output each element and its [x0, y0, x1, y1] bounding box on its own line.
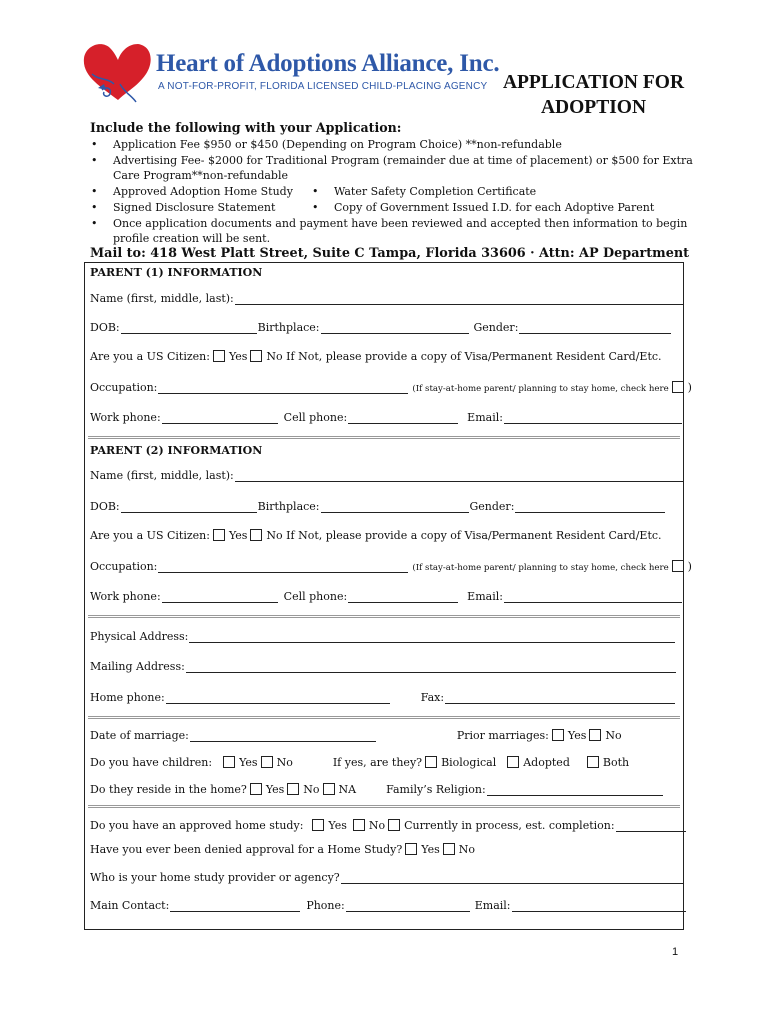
p2-name-row	[90, 469, 684, 482]
denied-row	[90, 843, 475, 856]
home-phone-field[interactable]	[166, 694, 390, 704]
reside-label: Do they reside in the home?	[90, 783, 247, 796]
religion-label: Family’s Religion:	[386, 783, 486, 796]
prior-marriages-label: Prior marriages:	[456, 729, 549, 742]
gender-label: Gender:	[473, 321, 519, 334]
p1-name-row	[90, 292, 684, 305]
p2-email-field[interactable]	[504, 593, 682, 603]
email-label: Email:	[467, 411, 503, 424]
p1-gender-field[interactable]	[519, 324, 671, 334]
name-label: Name (first, middle, last):	[90, 469, 234, 482]
p2-dob-row	[90, 500, 666, 513]
work-phone-label: Work phone:	[90, 590, 161, 603]
biological-checkbox[interactable]	[425, 756, 437, 768]
list-item-once: • Once application documents and payment have been reviewed and accepted then information to begin	[113, 216, 687, 232]
p1-citizen-no-checkbox[interactable]	[250, 350, 262, 362]
approved-hs-no-checkbox[interactable]	[353, 819, 365, 831]
both-checkbox[interactable]	[587, 756, 599, 768]
no-label: No	[368, 819, 386, 832]
est-completion-field[interactable]	[616, 822, 686, 832]
children-row	[90, 756, 629, 769]
p2-phone-row	[90, 590, 683, 603]
title-line-2: ADOPTION	[540, 97, 647, 118]
occupation-label: Occupation:	[90, 560, 158, 573]
close-paren: )	[687, 560, 692, 573]
p1-phone-row	[90, 411, 683, 424]
list-item-once-cont: profile creation will be sent.	[113, 232, 271, 245]
list-item-fee: • Application Fee $950 or $450 (Depending on Program Choice) **non-refundable	[113, 137, 562, 153]
birthplace-label: Birthplace:	[257, 321, 320, 334]
page-number: 1	[672, 946, 679, 958]
p2-work-phone-field[interactable]	[162, 593, 278, 603]
prior-marriages-yes-checkbox[interactable]	[552, 729, 564, 741]
citizen-label: Are you a US Citizen:	[90, 350, 210, 363]
p1-citizen-row	[90, 350, 662, 363]
yes-label: Yes	[328, 819, 347, 832]
dob-label: DOB:	[90, 500, 120, 513]
section-parent-1: PARENT (1) INFORMATION	[90, 266, 263, 279]
title-line-1: APPLICATION FOR	[502, 72, 685, 93]
list-item-gov-id: • Copy of Government Issued I.D. for each Adoptive Parent	[334, 200, 654, 216]
stay-home-label: (If stay-at-home parent/ planning to stay home, check here	[412, 384, 669, 394]
have-children-label: Do you have children:	[90, 756, 213, 769]
email-label: Email:	[467, 590, 503, 603]
contact-phone-field[interactable]	[346, 902, 470, 912]
reside-row	[90, 783, 664, 796]
p1-stay-home-checkbox[interactable]	[672, 381, 684, 393]
page-title	[496, 70, 691, 120]
yes-label: Yes	[228, 350, 248, 363]
birthplace-label: Birthplace:	[257, 500, 320, 513]
list-item-water-safety: • Water Safety Completion Certificate	[334, 184, 536, 200]
physical-address-label: Physical Address:	[90, 630, 189, 643]
section-divider	[88, 436, 680, 439]
p1-email-field[interactable]	[504, 414, 682, 424]
p1-name-field[interactable]	[235, 295, 683, 305]
section-divider	[88, 716, 680, 719]
denied-label: Have you ever been denied approval for a Home Study?	[90, 843, 403, 856]
home-phone-label: Home phone:	[90, 691, 165, 704]
section-divider	[88, 615, 680, 618]
mailing-address-row	[90, 660, 677, 673]
list-item-advertising: • Advertising Fee- $2000 for Traditional Program (remainder due at time of placement) or $500 for Extra	[113, 153, 693, 169]
yes-label: Yes	[421, 843, 440, 856]
list-item-advertising-cont: Care Program**non-refundable	[113, 169, 288, 182]
p1-dob-row	[90, 321, 672, 334]
phone-label: Phone:	[306, 899, 345, 912]
p2-cell-phone-field[interactable]	[348, 593, 458, 603]
p1-work-phone-field[interactable]	[162, 414, 278, 424]
provider-row	[90, 871, 684, 884]
include-heading: Include the following with your Application:	[90, 120, 402, 135]
stay-home-label: (If stay-at-home parent/ planning to stay home, check here	[412, 563, 669, 573]
biological-label: Biological	[441, 756, 497, 769]
p2-occupation-field[interactable]	[158, 563, 408, 573]
reside-yes-checkbox[interactable]	[250, 783, 262, 795]
mailing-address-field[interactable]	[186, 663, 676, 673]
denied-no-checkbox[interactable]	[443, 843, 455, 855]
p2-citizen-no-checkbox[interactable]	[250, 529, 262, 541]
date-marriage-label: Date of marriage:	[90, 729, 189, 742]
denied-yes-checkbox[interactable]	[405, 843, 417, 855]
reside-na-checkbox[interactable]	[323, 783, 335, 795]
in-process-label: Currently in process, est. completion:	[404, 819, 615, 832]
reside-no-checkbox[interactable]	[287, 783, 299, 795]
p2-citizen-row	[90, 529, 662, 542]
p2-citizen-yes-checkbox[interactable]	[213, 529, 225, 541]
dob-label: DOB:	[90, 321, 120, 334]
physical-address-row	[90, 630, 676, 643]
adopted-label: Adopted	[523, 756, 570, 769]
close-paren: )	[687, 381, 692, 394]
no-visa-label: No If Not, please provide a copy of Visa/Permanent Resident Card/Etc.	[266, 529, 662, 542]
p1-citizen-yes-checkbox[interactable]	[213, 350, 225, 362]
section-divider	[88, 805, 680, 808]
work-phone-label: Work phone:	[90, 411, 161, 424]
agency-tagline: A NOT-FOR-PROFIT, FLORIDA LICENSED CHILD-PLACING AGENCY	[158, 81, 488, 92]
home-phone-row	[90, 691, 676, 704]
approved-hs-label: Do you have an approved home study:	[90, 819, 304, 832]
list-item-disclosure: • Signed Disclosure Statement	[113, 200, 275, 216]
no-label: No	[458, 843, 475, 856]
religion-field[interactable]	[487, 786, 663, 796]
main-contact-field[interactable]	[170, 902, 300, 912]
mailing-address-label: Mailing Address:	[90, 660, 185, 673]
provider-label: Who is your home study provider or agency?	[90, 871, 340, 884]
marriage-row	[90, 729, 622, 742]
gender-label: Gender:	[469, 500, 515, 513]
physical-address-field[interactable]	[189, 633, 675, 643]
main-contact-row	[90, 899, 687, 912]
citizen-label: Are you a US Citizen:	[90, 529, 210, 542]
both-label: Both	[602, 756, 630, 769]
p1-dob-field[interactable]	[121, 324, 257, 334]
yes-label: Yes	[567, 729, 587, 742]
yes-label: Yes	[228, 529, 248, 542]
no-label: No	[276, 756, 293, 769]
occupation-label: Occupation:	[90, 381, 158, 394]
p2-name-field[interactable]	[235, 472, 683, 482]
p2-birthplace-field[interactable]	[321, 503, 469, 513]
p1-birthplace-field[interactable]	[321, 324, 469, 334]
adopted-checkbox[interactable]	[507, 756, 519, 768]
section-parent-2: PARENT (2) INFORMATION	[90, 444, 263, 457]
cell-phone-label: Cell phone:	[283, 590, 348, 603]
p1-cell-phone-field[interactable]	[348, 414, 458, 424]
agency-name: Heart of Adoptions Alliance, Inc.	[156, 50, 500, 77]
no-label: No	[605, 729, 622, 742]
no-visa-label: No If Not, please provide a copy of Visa/Permanent Resident Card/Etc.	[266, 350, 662, 363]
p1-occupation-row	[90, 381, 692, 394]
email-label: Email:	[474, 899, 511, 912]
approved-hs-in-process-checkbox[interactable]	[388, 819, 400, 831]
approved-home-study-row	[90, 819, 687, 832]
yes-label: Yes	[239, 756, 258, 769]
children-no-checkbox[interactable]	[261, 756, 273, 768]
p2-gender-field[interactable]	[515, 503, 665, 513]
mailing-instructions: Mail to: 418 West Platt Street, Suite C Tampa, Florida 33606 · Attn: AP Department	[90, 246, 690, 261]
na-label: NA	[338, 783, 357, 796]
cell-phone-label: Cell phone:	[283, 411, 348, 424]
list-item-home-study: • Approved Adoption Home Study	[113, 184, 293, 200]
p1-occupation-field[interactable]	[158, 384, 408, 394]
name-label: Name (first, middle, last):	[90, 292, 234, 305]
main-contact-label: Main Contact:	[90, 899, 170, 912]
contact-email-field[interactable]	[512, 902, 686, 912]
fax-field[interactable]	[445, 694, 675, 704]
provider-field[interactable]	[341, 874, 683, 884]
prior-marriages-no-checkbox[interactable]	[589, 729, 601, 741]
no-label: No	[303, 783, 320, 796]
p2-occupation-row	[90, 560, 692, 573]
if-yes-label: If yes, are they?	[332, 756, 423, 769]
children-yes-checkbox[interactable]	[223, 756, 235, 768]
date-marriage-field[interactable]	[190, 732, 376, 742]
heart-logo-icon	[80, 40, 156, 106]
p2-dob-field[interactable]	[121, 503, 257, 513]
agency-logo	[80, 40, 500, 110]
yes-label: Yes	[265, 783, 285, 796]
fax-label: Fax:	[420, 691, 445, 704]
approved-hs-yes-checkbox[interactable]	[312, 819, 324, 831]
p2-stay-home-checkbox[interactable]	[672, 560, 684, 572]
